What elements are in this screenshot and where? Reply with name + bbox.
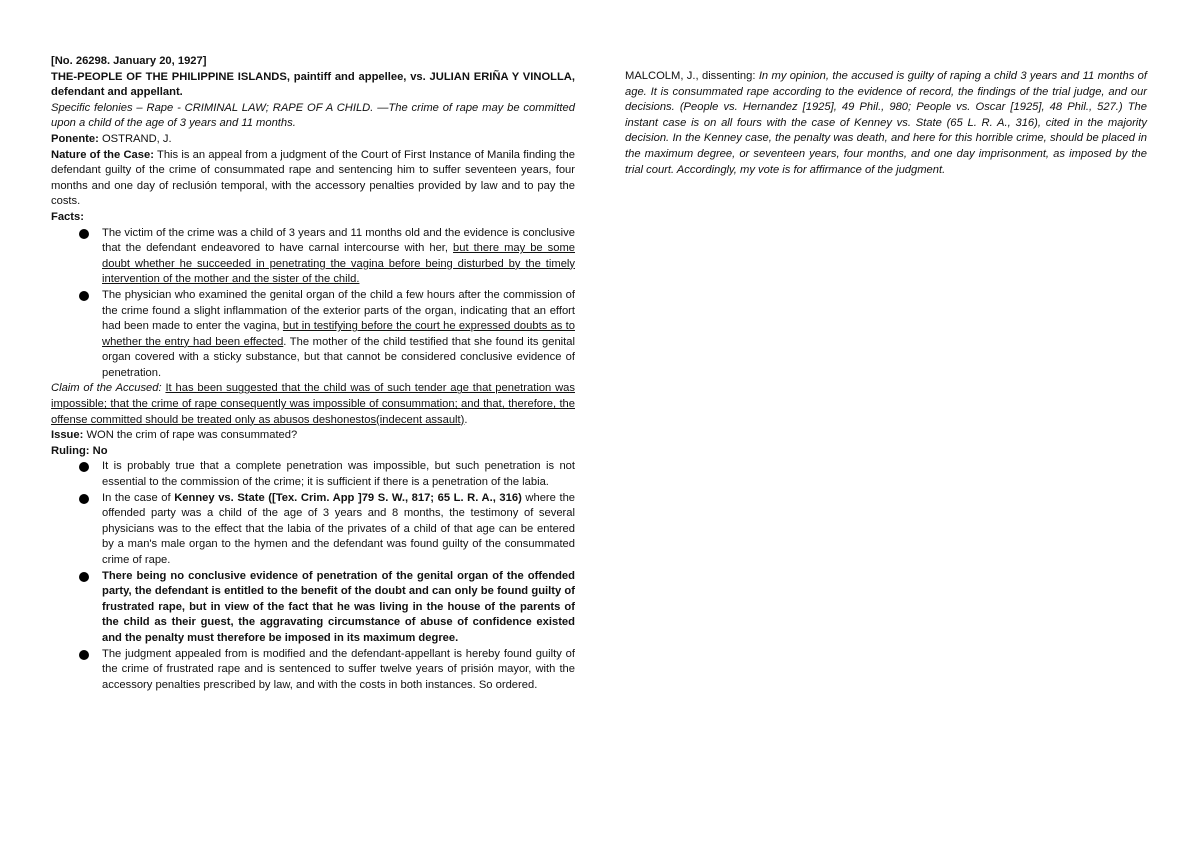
nature-text: This is an appeal from a judgment of the Court of First Instance of Manila finding the defendant guilty of the crime of consummated rape and sentencing him to suffer seventeen years, four months and one day of reclusión temporal, with the accessory penalties provided by law and to pay the costs.: [51, 148, 575, 208]
issue-label: Issue:: [51, 429, 84, 442]
ponente-label: Ponente:: [51, 132, 99, 145]
bullet-icon: [79, 462, 89, 472]
claim-text: It has been suggested that the child was of such tender age that penetration was impossible; that the crime of rape consequently was impossible of consummation; and that, therefore, the offense committed should be treated only as abusos deshonestos(indecent assault): [51, 382, 575, 426]
list-item: The physician who examined the genital organ of the child a few hours after the commission of the crime found a slight inflammation of the exterior parts of the organ, indicating that an effort had been made to enter the vagina, but in testifying before the court he expressed doubts as to whether the entry had been effected. The mother of the child testified that she found its genital organ covered with a sticky substance, but that cannot be considered conclusive evidence of penetration.: [102, 288, 575, 382]
issue-text: WON the crim of rape was consummated?: [83, 429, 298, 442]
ruling-list: [51, 459, 575, 693]
nature-paragraph: [51, 148, 575, 210]
nature-label: Nature of the Case:: [51, 148, 154, 161]
dissent-label: MALCOLM, J., dissenting:: [625, 70, 759, 82]
claim-paragraph: Claim of the Accused: It has been suggested that the child was of such tender age that penetration was impossible; that the crime of rape consequently was impossible of consummation; and that, therefore, the offense committed should be treated only as abusos deshonestos(indecent assault).: [51, 382, 575, 426]
ponente-name: OSTRAND, J.: [98, 132, 172, 145]
dissent-paragraph: [625, 69, 1147, 178]
list-item: In the case of Kenney vs. State ([Tex. Crim. App ]79 S. W., 817; 65 L. R. A., 316) where the offended party was a child of the age of 3 years and 8 months, the testimony of several physicians was to the effect that the labia of the privates of a child of that age can be entered by a man's male organ to the hymen and the defendant was found guilty of the consummated crime of rape.: [102, 491, 575, 569]
list-item: The victim of the crime was a child of 3 years and 11 months old and the evidence is conclusive that the defendant endeavored to have carnal intercourse with her, but there may be some doubt whether he succeeded in penetrating the vagina before being disturbed by the timely intervention of the mother and the sister of the child.: [102, 226, 575, 288]
issue-line: [51, 428, 575, 444]
bullet-icon: [79, 494, 89, 504]
ponente-line: [51, 132, 575, 148]
bullet-icon: [79, 650, 89, 660]
facts-heading: Facts:: [51, 210, 84, 223]
dissent-column: [625, 69, 1147, 178]
dissent-text: In my opinion, the accused is guilty of raping a child 3 years and 11 months of age. It is consummated rape according to the evidence of record, the findings of the trial judge, and our decisions. (People vs. Hernandez [1925], 49 Phil., 980; People vs. Oscar [1925], 48 Phil., 527.) The instant case is on all fours with the case of Kenney vs. State (65 L. R. A., 316), cited in the majority decision. In the Kenney case, the penalty was death, and here for this horrible crime, should be placed in the maximum degree, or seventeen years, four months, and one day imprisonment, as imposed by the trial court. Accordingly, my vote is for affirmance of the judgment.: [625, 70, 1147, 176]
bullet-icon: [79, 572, 89, 582]
case-parties: THE-PEOPLE OF THE PHILIPPINE ISLANDS, paintiff and appellee, vs. JULIAN ERIÑA Y VINOLLA, defendant and appellant.: [51, 70, 575, 99]
ruling-heading: Ruling: No: [51, 444, 108, 457]
bullet-icon: [79, 291, 89, 301]
list-item: There being no conclusive evidence of penetration of the genital organ of the offended party, the defendant is entitled to the benefit of the doubt and can only be found guilty of frustrated rape, but in view of the fact that he was living in the house of the parents of the child as their guest, the aggravating circumstance of abuse of confidence existed and the penalty must therefore be imposed in its maximum degree.: [102, 569, 575, 647]
list-item: The judgment appealed from is modified and the defendant-appellant is hereby found guilty of the crime of frustrated rape and is sentenced to suffer twelve years of prisión mayor, with the accessory penalties prescribed by law, and with the costs in both instances. So ordered.: [102, 647, 575, 694]
case-digest-column: [51, 54, 575, 693]
case-header: [No. 26298. January 20, 1927]: [51, 55, 207, 67]
facts-list: [51, 226, 575, 382]
bullet-icon: [79, 229, 89, 239]
claim-label: Claim of the Accused:: [51, 382, 162, 395]
case-topic: Specific felonies – Rape - CRIMINAL LAW; RAPE OF A CHILD. —The crime of rape may be committed upon a child of the age of 3 years and 11 months.: [51, 101, 575, 130]
list-item: It is probably true that a complete penetration was impossible, but such penetration is not essential to the commission of the crime; it is sufficient if there is a penetration of the labia.: [102, 459, 575, 490]
